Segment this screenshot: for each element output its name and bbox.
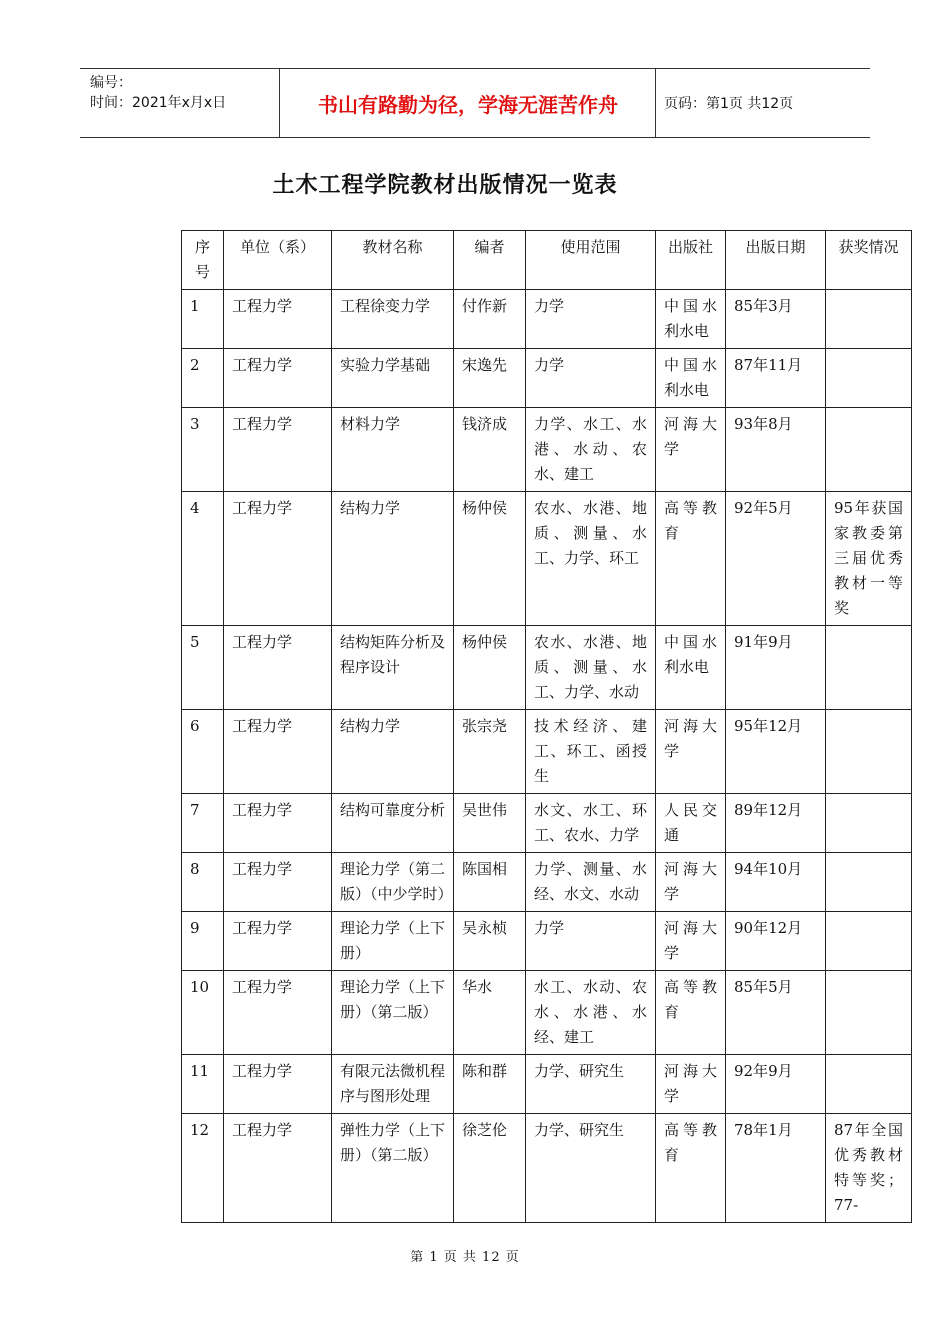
table-row <box>182 794 912 853</box>
cell-date: 87年11月 <box>726 349 826 408</box>
cell-index: 12 <box>182 1114 224 1223</box>
cell-awards <box>826 349 912 408</box>
cell-textbook: 有限元法微机程序与图形处理 <box>332 1055 454 1114</box>
cell-textbook: 结构可靠度分析 <box>332 794 454 853</box>
cell-date: 93年8月 <box>726 408 826 492</box>
cell-publisher: 高等教育 <box>656 971 726 1055</box>
doc-time-label: 时间：2021年x月x日 <box>90 95 227 111</box>
cell-unit: 工程力学 <box>224 349 332 408</box>
cell-unit: 工程力学 <box>224 912 332 971</box>
col-header-publisher: 出版社 <box>656 231 726 290</box>
cell-textbook: 实验力学基础 <box>332 349 454 408</box>
textbook-table <box>181 230 912 1223</box>
table-row <box>182 853 912 912</box>
document-header <box>80 68 870 138</box>
cell-date: 95年12月 <box>726 710 826 794</box>
header-motto: 书山有路勤为径，学海无涯苦作舟 <box>281 69 656 137</box>
col-header-date: 出版日期 <box>726 231 826 290</box>
table-row <box>182 1055 912 1114</box>
cell-date: 85年5月 <box>726 971 826 1055</box>
col-header-unit: 单位（系） <box>224 231 332 290</box>
cell-scope: 力学、测量、水经、水文、水动 <box>526 853 656 912</box>
cell-publisher: 中国水利水电 <box>656 349 726 408</box>
cell-textbook: 结构力学 <box>332 710 454 794</box>
cell-scope: 农水、水港、地质、测量、水工、力学、水动 <box>526 626 656 710</box>
cell-unit: 工程力学 <box>224 1114 332 1223</box>
cell-unit: 工程力学 <box>224 626 332 710</box>
cell-unit: 工程力学 <box>224 1055 332 1114</box>
cell-unit: 工程力学 <box>224 290 332 349</box>
cell-unit: 工程力学 <box>224 492 332 626</box>
col-header-editor: 编者 <box>454 231 526 290</box>
cell-index: 5 <box>182 626 224 710</box>
table-row <box>182 290 912 349</box>
cell-unit: 工程力学 <box>224 408 332 492</box>
cell-awards <box>826 971 912 1055</box>
cell-editor: 钱济成 <box>454 408 526 492</box>
cell-editor: 张宗尧 <box>454 710 526 794</box>
cell-textbook: 弹性力学（上下册）（第二版） <box>332 1114 454 1223</box>
cell-scope: 农水、水港、地质、测量、水工、力学、环工 <box>526 492 656 626</box>
cell-index: 4 <box>182 492 224 626</box>
doc-number-label: 编号： <box>90 75 132 91</box>
cell-scope: 力学、水工、水港、水动、农水、建工 <box>526 408 656 492</box>
cell-unit: 工程力学 <box>224 971 332 1055</box>
cell-textbook: 结构力学 <box>332 492 454 626</box>
cell-date: 85年3月 <box>726 290 826 349</box>
cell-index: 10 <box>182 971 224 1055</box>
cell-textbook: 工程徐变力学 <box>332 290 454 349</box>
cell-awards <box>826 710 912 794</box>
cell-date: 94年10月 <box>726 853 826 912</box>
cell-index: 11 <box>182 1055 224 1114</box>
cell-awards: 95年获国家教委第三届优秀教材一等奖 <box>826 492 912 626</box>
cell-index: 8 <box>182 853 224 912</box>
cell-scope: 技术经济、建工、环工、函授生 <box>526 710 656 794</box>
cell-publisher: 人民交通 <box>656 794 726 853</box>
table-header-row <box>182 231 912 290</box>
cell-textbook: 理论力学（上下册） <box>332 912 454 971</box>
table-row <box>182 1114 912 1223</box>
cell-scope: 力学 <box>526 290 656 349</box>
cell-scope: 力学、研究生 <box>526 1114 656 1223</box>
cell-publisher: 河海大学 <box>656 912 726 971</box>
cell-index: 7 <box>182 794 224 853</box>
cell-textbook: 材料力学 <box>332 408 454 492</box>
cell-textbook: 理论力学（第二版）（中少学时） <box>332 853 454 912</box>
cell-date: 78年1月 <box>726 1114 826 1223</box>
cell-index: 2 <box>182 349 224 408</box>
cell-index: 9 <box>182 912 224 971</box>
cell-publisher: 中国水利水电 <box>656 290 726 349</box>
cell-publisher: 高等教育 <box>656 1114 726 1223</box>
cell-awards <box>826 912 912 971</box>
cell-scope: 水工、水动、农水、水港、水经、建工 <box>526 971 656 1055</box>
cell-publisher: 河海大学 <box>656 408 726 492</box>
col-header-textbook: 教材名称 <box>332 231 454 290</box>
header-page-info: 页码：第1页 共12页 <box>664 96 794 112</box>
cell-scope: 水文、水工、环工、农水、力学 <box>526 794 656 853</box>
cell-date: 92年5月 <box>726 492 826 626</box>
cell-editor: 陈和群 <box>454 1055 526 1114</box>
cell-date: 90年12月 <box>726 912 826 971</box>
cell-publisher: 中国水利水电 <box>656 626 726 710</box>
table-row <box>182 349 912 408</box>
col-header-index: 序号 <box>182 231 224 290</box>
cell-editor: 陈国相 <box>454 853 526 912</box>
table-row <box>182 626 912 710</box>
cell-awards <box>826 853 912 912</box>
cell-unit: 工程力学 <box>224 853 332 912</box>
cell-publisher: 河海大学 <box>656 710 726 794</box>
cell-editor: 宋逸先 <box>454 349 526 408</box>
cell-awards <box>826 626 912 710</box>
cell-scope: 力学 <box>526 912 656 971</box>
cell-editor: 杨仲侯 <box>454 626 526 710</box>
cell-scope: 力学、研究生 <box>526 1055 656 1114</box>
col-header-scope: 使用范围 <box>526 231 656 290</box>
page-footer: 第 1 页 共 12 页 <box>410 1250 520 1265</box>
page-title: 土木工程学院教材出版情况一览表 <box>272 173 618 198</box>
cell-editor: 付作新 <box>454 290 526 349</box>
cell-editor: 吴世伟 <box>454 794 526 853</box>
table-row <box>182 912 912 971</box>
cell-scope: 力学 <box>526 349 656 408</box>
cell-unit: 工程力学 <box>224 794 332 853</box>
cell-editor: 徐芝伦 <box>454 1114 526 1223</box>
cell-awards <box>826 1055 912 1114</box>
cell-publisher: 高等教育 <box>656 492 726 626</box>
cell-editor: 杨仲侯 <box>454 492 526 626</box>
cell-awards <box>826 794 912 853</box>
cell-awards <box>826 408 912 492</box>
cell-index: 6 <box>182 710 224 794</box>
cell-publisher: 河海大学 <box>656 1055 726 1114</box>
table-row <box>182 710 912 794</box>
cell-textbook: 理论力学（上下册）（第二版） <box>332 971 454 1055</box>
cell-date: 89年12月 <box>726 794 826 853</box>
table-row <box>182 492 912 626</box>
cell-awards <box>826 290 912 349</box>
cell-unit: 工程力学 <box>224 710 332 794</box>
cell-index: 3 <box>182 408 224 492</box>
cell-editor: 华水 <box>454 971 526 1055</box>
header-meta <box>80 69 280 137</box>
col-header-awards: 获奖情况 <box>826 231 912 290</box>
table-row <box>182 971 912 1055</box>
cell-editor: 吴永桢 <box>454 912 526 971</box>
cell-awards: 87年全国优秀教材特等奖；77- <box>826 1114 912 1223</box>
table-row <box>182 408 912 492</box>
cell-textbook: 结构矩阵分析及程序设计 <box>332 626 454 710</box>
cell-publisher: 河海大学 <box>656 853 726 912</box>
cell-date: 92年9月 <box>726 1055 826 1114</box>
cell-date: 91年9月 <box>726 626 826 710</box>
cell-index: 1 <box>182 290 224 349</box>
